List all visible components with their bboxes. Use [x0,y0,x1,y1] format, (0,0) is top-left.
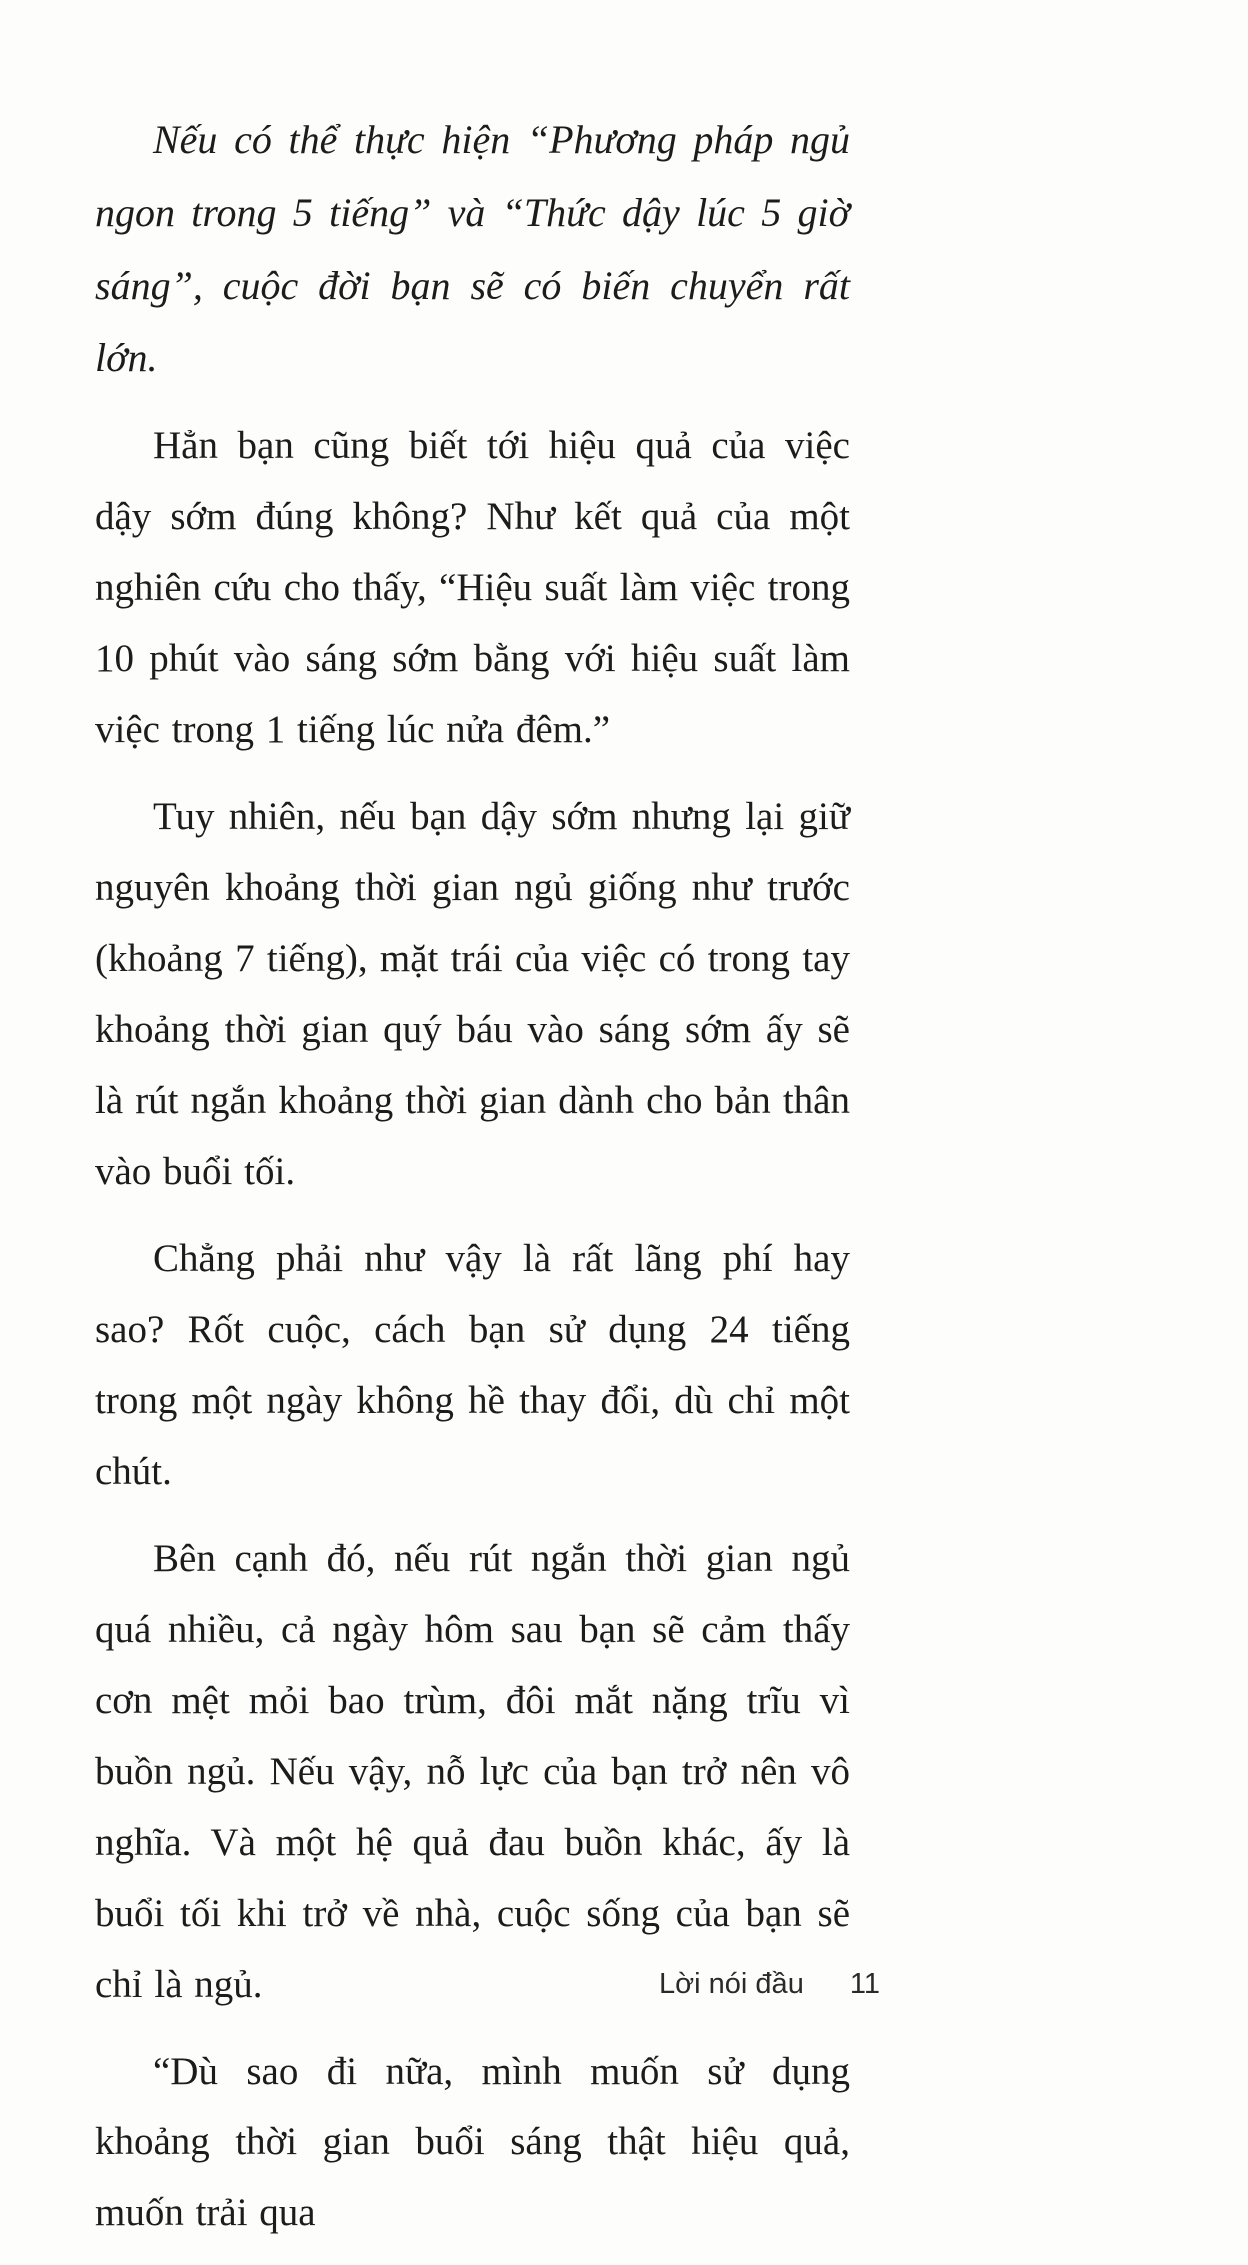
footer-section-label: Lời nói đầu [659,1968,804,2000]
page-footer [659,1968,880,2001]
paragraph: Tuy nhiên, nếu bạn dậy sớm nhưng lại giữ nguyên khoảng thời gian ngủ giống như trước (khoảng 7 tiếng), mặt trái của việc có trong tay khoảng thời gian quý báu vào sáng sớm ấy sẽ là rút ngắn khoảng thời gian dành cho bản thân vào buổi tối. [95,795,850,1193]
paragraph: Chẳng phải như vậy là rất lãng phí hay sao? Rốt cuộc, cách bạn sử dụng 24 tiếng trong một ngày không hề thay đổi, dù chỉ một chút. [95,1236,850,1493]
paragraph-intro-italic: Nếu có thể thực hiện “Phương pháp ngủ ngon trong 5 tiếng” và “Thức dậy lúc 5 giờ sáng”, cuộc đời bạn sẽ có biến chuyển rất lớn. [95,117,850,381]
footer-page-number: 11 [849,1968,880,2000]
body-text [95,104,850,2265]
paragraph: Hẳn bạn cũng biết tới hiệu quả của việc dậy sớm đúng không? Như kết quả của một nghiên cứu cho thấy, “Hiệu suất làm việc trong 10 phút vào sáng sớm bằng với hiệu suất làm việc trong 1 tiếng lúc nửa đêm.” [95,424,850,752]
paragraph: “Dù sao đi nữa, mình muốn sử dụng khoảng thời gian buổi sáng thật hiệu quả, muốn trải qua [95,2049,850,2235]
paragraph: Bên cạnh đó, nếu rút ngắn thời gian ngủ quá nhiều, cả ngày hôm sau bạn sẽ cảm thấy cơn mệt mỏi bao trùm, đôi mắt nặng trĩu vì buồn ngủ. Nếu vậy, nỗ lực của bạn trở nên vô nghĩa. Và một hệ quả đau buồn khác, ấy là buổi tối khi trở về nhà, cuộc sống của bạn sẽ chỉ là ngủ. [95,1536,850,2006]
